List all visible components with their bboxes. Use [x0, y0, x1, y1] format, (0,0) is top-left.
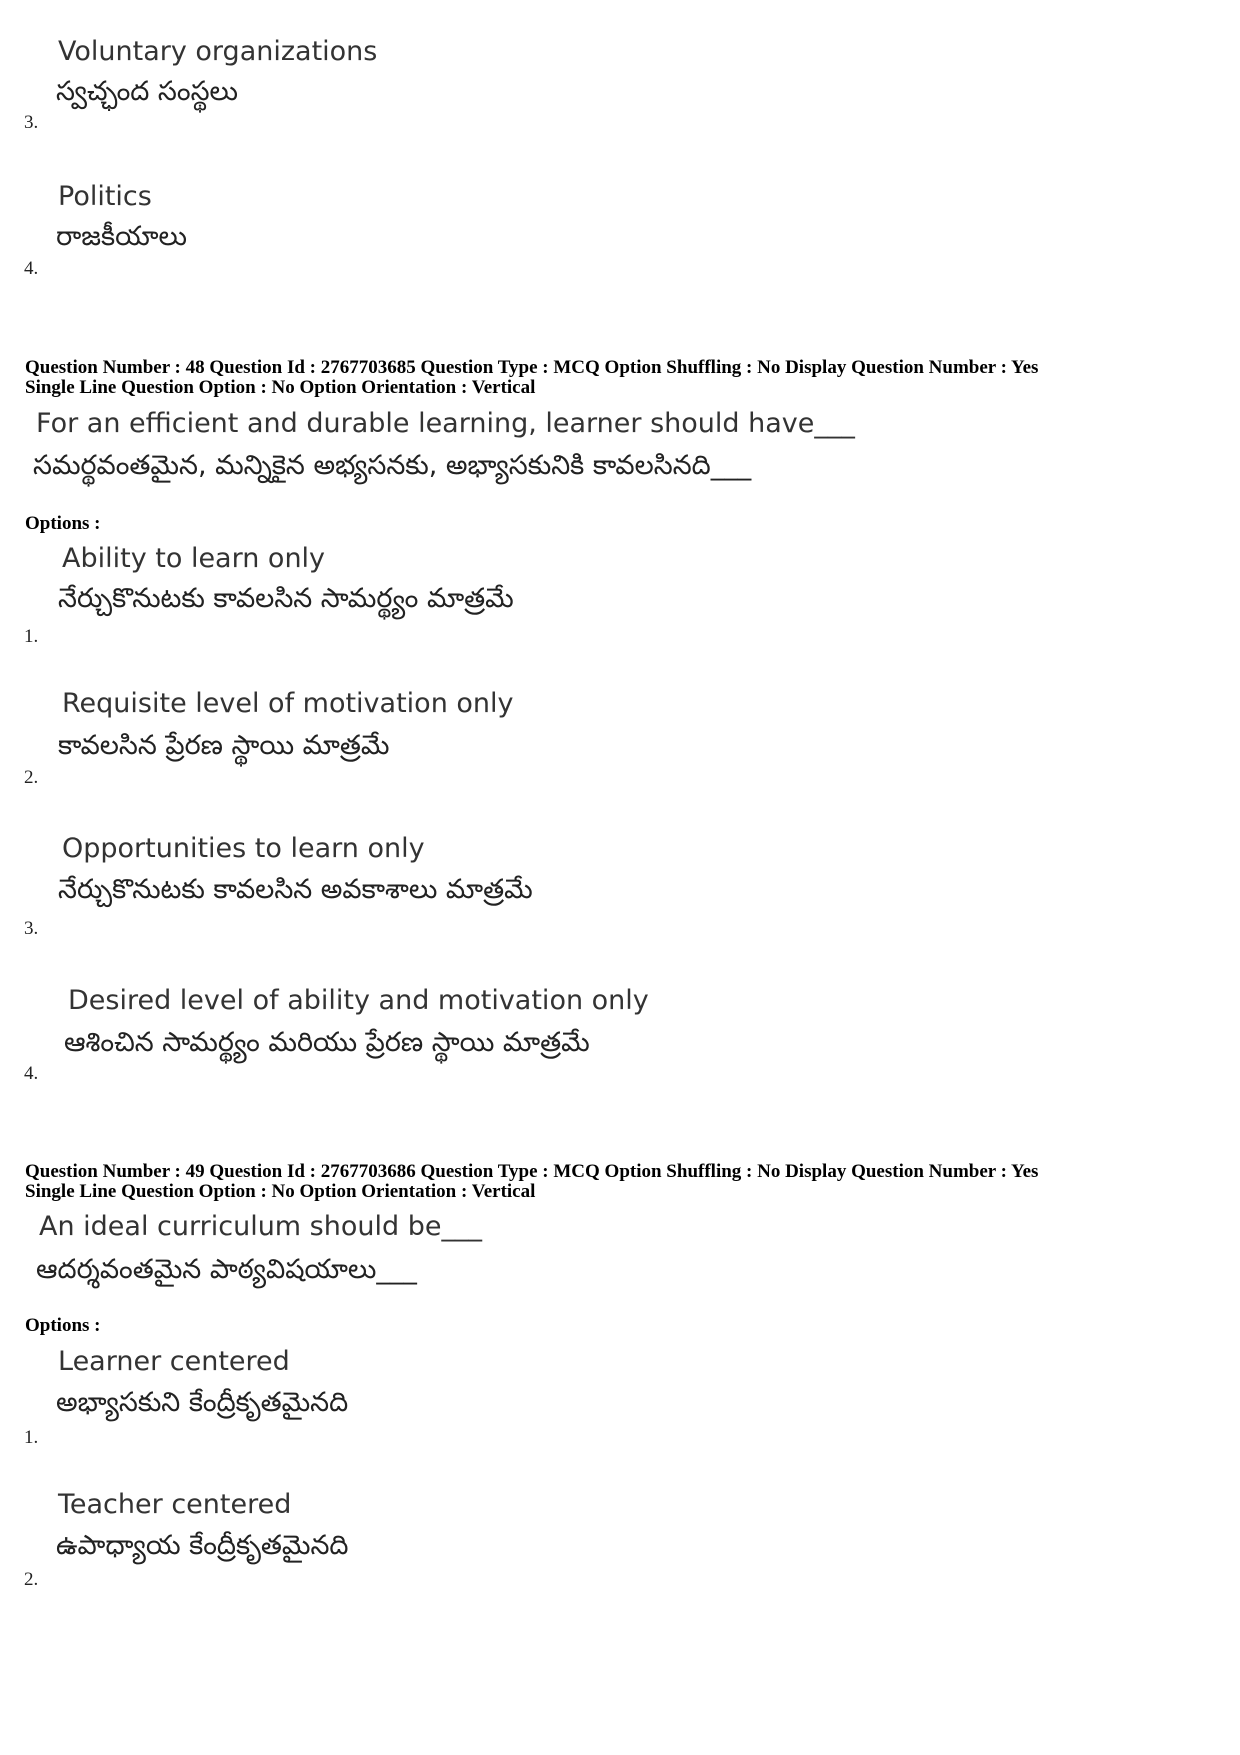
option-telugu-text: ఆశించిన సామర్థ్యం మరియు ప్రేరణ స్థాయి మాత్రమే — [64, 1027, 590, 1058]
option-telugu-text: నేర్చుకొనుటకు కావలసిన సామర్థ్యం మాత్రమే — [58, 583, 514, 614]
question-meta-line: Single Line Question Option : No Option Orientation : Vertical — [25, 377, 536, 398]
option-english-text: Teacher centered — [58, 1489, 292, 1520]
option-number: 3. — [24, 112, 39, 133]
option-english-text: Desired level of ability and motivation only — [68, 985, 649, 1016]
question-stem-english: An ideal curriculum should be___ — [39, 1211, 482, 1242]
options-label: Options : — [25, 513, 101, 534]
option-number: 2. — [24, 767, 39, 788]
option-telugu-text: రాజకీయాలు — [56, 221, 188, 252]
option-telugu-text: కావలసిన ప్రేరణ స్థాయి మాత్రమే — [58, 730, 390, 761]
option-telugu-text: స్వచ్ఛంద సంస్థలు — [56, 76, 239, 107]
option-english-text: Learner centered — [58, 1346, 290, 1377]
option-english-text: Voluntary organizations — [58, 36, 378, 67]
option-number: 4. — [24, 258, 39, 279]
question-stem-english: For an efficient and durable learning, learner should have___ — [36, 408, 855, 439]
option-number: 1. — [24, 626, 39, 647]
question-stem-telugu: ఆదర్శవంతమైన పాఠ్యవిషయాలు___ — [36, 1254, 417, 1285]
option-telugu-text: అభ్యాసకుని కేంద్రీకృతమైనది — [56, 1387, 349, 1418]
options-label: Options : — [25, 1315, 101, 1336]
question-stem-telugu: సమర్థవంతమైన, మన్నికైన అభ్యసనకు, అభ్యాసకునికి కావలసినది___ — [33, 450, 752, 481]
option-number: 1. — [24, 1427, 39, 1448]
question-meta-line: Question Number : 48 Question Id : 2767703685 Question Type : MCQ Option Shuffling : No Display Question Number : Yes — [25, 357, 1039, 378]
option-english-text: Politics — [58, 181, 152, 212]
option-number: 4. — [24, 1063, 39, 1084]
option-english-text: Ability to learn only — [62, 543, 326, 574]
option-number: 2. — [24, 1569, 39, 1590]
option-english-text: Opportunities to learn only — [62, 833, 425, 864]
option-number: 3. — [24, 918, 39, 939]
option-english-text: Requisite level of motivation only — [62, 688, 514, 719]
option-telugu-text: నేర్చుకొనుటకు కావలసిన అవకాశాలు మాత్రమే — [58, 874, 533, 905]
option-telugu-text: ఉపాధ్యాయ కేంద్రీకృతమైనది — [56, 1530, 349, 1561]
question-meta-line: Single Line Question Option : No Option Orientation : Vertical — [25, 1181, 536, 1202]
question-meta-line: Question Number : 49 Question Id : 2767703686 Question Type : MCQ Option Shuffling : No Display Question Number : Yes — [25, 1161, 1039, 1182]
